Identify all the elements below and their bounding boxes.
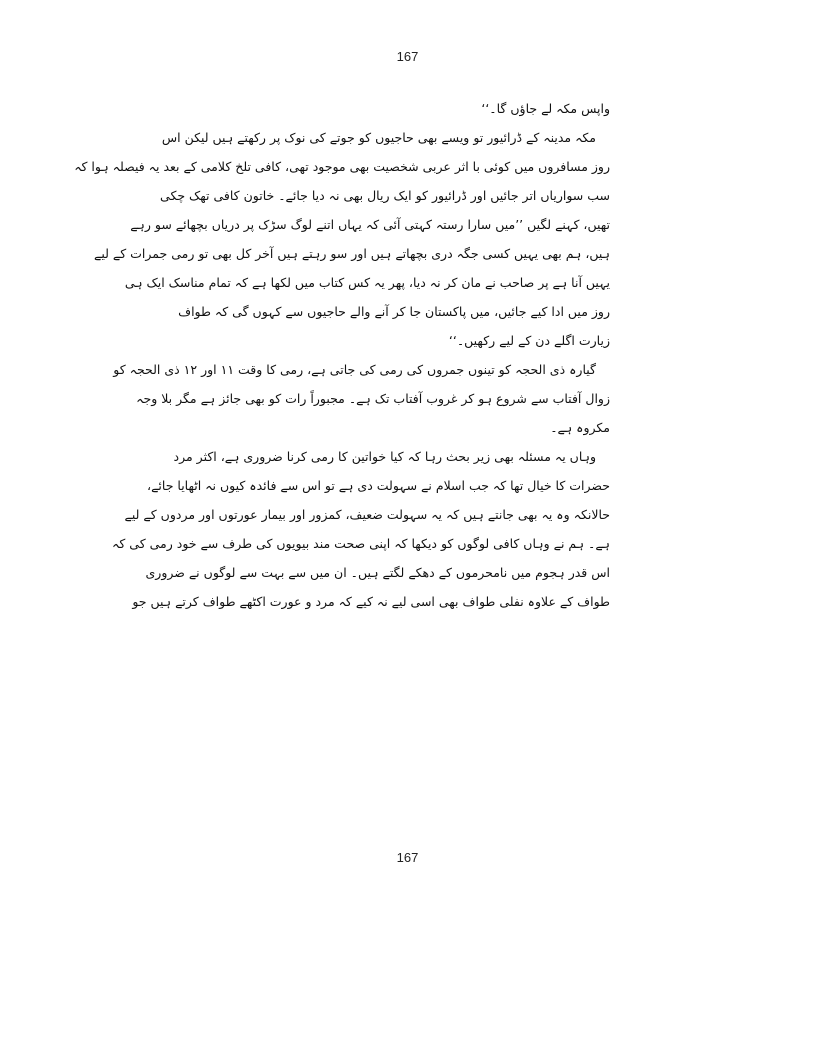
text-line: روز مسافروں میں کوئی با اثر عربی شخصیت بھی موجود تھی، کافی تلخ کلامی کے بعد یہ فیصلہ ہوا کہ	[74, 159, 610, 174]
text-line: یہیں آنا ہے پر صاحب نے مان کر نہ دیا، پھر یہ کس کتاب میں لکھا ہے کہ تمام مناسک ایک ہی	[124, 275, 610, 290]
text-line: مکہ مدینہ کے ڈرائیور تو ویسے بھی حاجیوں کو جوتے کی نوک پر رکھتے ہیں لیکن اس	[161, 130, 596, 145]
page-number-top: 167	[396, 49, 419, 64]
paragraph	[74, 123, 610, 355]
text-line: حضرات کا خیال تھا کہ جب اسلام نے سہولت دی ہے تو اس سے فائدہ کیوں نہ اٹھایا جائے،	[147, 478, 610, 493]
body-text	[74, 94, 610, 616]
text-line: حالانکہ وہ یہ بھی جانتے ہیں کہ یہ سہولت ضعیف، کمزور اور بیمار عورتوں اور مردوں کے لیے	[124, 507, 610, 522]
paragraph	[206, 94, 610, 123]
text-line: واپس مکہ لے جاؤں گا۔‘‘	[481, 101, 610, 116]
text-line: اس قدر ہجوم میں نامحرموں کے دھکے لگتے ہیں۔ ان میں سے بہت سے لوگوں نے ضروری	[145, 565, 610, 580]
text-line: گیارہ ذی الحجہ کو تینوں جمروں کی رمی کی جاتی ہے، رمی کا وقت ۱۱ اور ۱۲ ذی الحجہ کو	[113, 362, 596, 377]
text-line: زوال آفتاب سے شروع ہو کر غروب آفتاب تک ہے۔ مجبوراً رات کو بھی جائز ہے مگر بلا وجہ	[136, 391, 610, 406]
text-line: ہیں، ہم بھی یہیں کسی جگہ دری بچھاتے ہیں اور سو رہتے ہیں آخر کل بھی تو رمی جمرات کے لیے	[94, 246, 610, 261]
page-number-bottom: 167	[396, 850, 419, 865]
text-line: سب سواریاں اتر جائیں اور ڈرائیور کو ایک ریال بھی نہ دیا جائے۔ خاتون کافی تھک چکی	[160, 188, 610, 203]
text-line: زیارت اگلے دن کے لیے رکھیں۔‘‘	[448, 333, 610, 348]
paragraph	[112, 442, 610, 616]
text-line: وہاں یہ مسئلہ بھی زیر بحث رہا کہ کیا خواتین کا رمی کرنا ضروری ہے، اکثر مرد	[173, 449, 596, 464]
text-line: مکروہ ہے۔	[550, 420, 610, 435]
text-line: ہے۔ ہم نے وہاں کافی لوگوں کو دیکھا کہ اپنی صحت مند بیویوں کی طرف سے خود رمی کی کہ	[112, 536, 610, 551]
text-line: طواف کے علاوہ نفلی طواف بھی اسی لیے نہ کیے کہ مرد و عورت اکٹھے طواف کرتے ہیں جو	[132, 594, 610, 609]
text-line: تھیں، کہنے لگیں ’’میں سارا رستہ کہتی آئی کہ یہاں اتنے لوگ سڑک پر دریاں بچھائے سو رہے	[130, 217, 610, 232]
text-line: روز میں ادا کیے جائیں، میں پاکستان جا کر آنے والے حاجیوں سے کہوں گی کہ طواف	[178, 304, 610, 319]
paragraph	[113, 355, 610, 442]
